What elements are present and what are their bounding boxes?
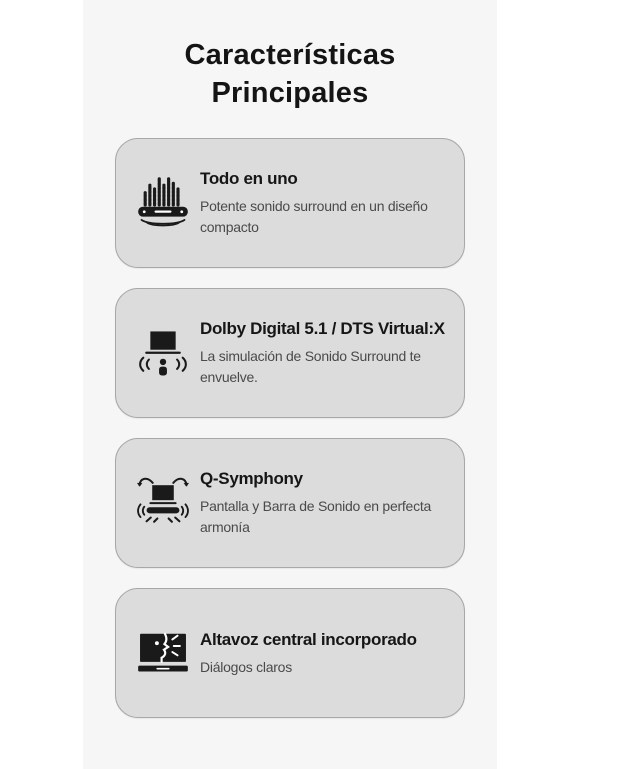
feature-description: Pantalla y Barra de Sonido en perfecta armonía xyxy=(200,498,431,535)
feature-text xyxy=(200,318,446,388)
feature-card-dolby-dts xyxy=(115,288,465,418)
feature-card-all-in-one xyxy=(115,138,465,268)
feature-card-q-symphony xyxy=(115,438,465,568)
feature-text xyxy=(200,168,446,238)
feature-title: Todo en uno xyxy=(200,169,298,188)
feature-title: Q-Symphony xyxy=(200,469,303,488)
feature-description: Diálogos claros xyxy=(200,658,292,675)
feature-card-list xyxy=(83,138,497,718)
section-title: Características Principales xyxy=(184,39,396,109)
feature-description: Potente sonido surround en un diseño compacto xyxy=(200,198,428,235)
tv-center-speaker-icon xyxy=(130,622,196,684)
feature-title: Altavoz central incorporado xyxy=(200,629,417,649)
feature-text xyxy=(200,468,446,538)
feature-text xyxy=(200,629,446,678)
soundbar-equalizer-icon xyxy=(130,172,196,234)
feature-title: Dolby Digital 5.1 / DTS Virtual:X xyxy=(200,319,445,338)
tv-surround-listener-icon xyxy=(130,322,196,384)
tv-soundbar-qsymphony-icon xyxy=(130,472,196,534)
feature-description: La simulación de Sonido Surround te envuelve. xyxy=(200,348,421,385)
features-section xyxy=(83,0,497,769)
feature-card-center-speaker xyxy=(115,588,465,718)
